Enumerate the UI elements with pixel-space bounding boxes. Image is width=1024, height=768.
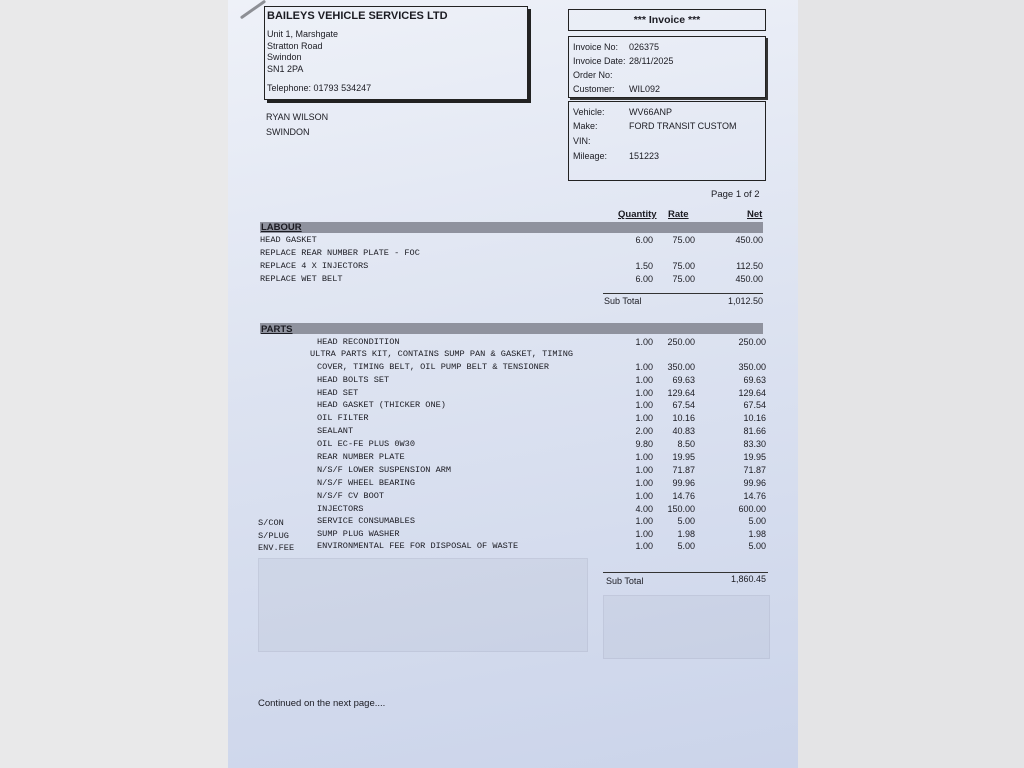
part-net: 67.54 xyxy=(743,400,766,410)
field-label: Order No: xyxy=(573,70,613,80)
company-address xyxy=(267,29,338,75)
part-rate: 19.95 xyxy=(672,452,695,462)
vehicle-field xyxy=(573,151,659,161)
part-quantity: 1.00 xyxy=(635,337,653,347)
part-rate: 69.63 xyxy=(672,375,695,385)
labour-quantity: 6.00 xyxy=(635,274,653,284)
part-quantity: 1.00 xyxy=(635,400,653,410)
customer-town: SWINDON xyxy=(266,127,310,137)
part-description: SEALANT xyxy=(317,426,354,436)
part-net: 69.63 xyxy=(743,375,766,385)
labour-description: REPLACE REAR NUMBER PLATE - FOC xyxy=(260,248,420,258)
field-label: Vehicle: xyxy=(573,107,605,117)
background-right xyxy=(797,0,1024,768)
invoice-field xyxy=(573,42,659,52)
part-description: N/S/F WHEEL BEARING xyxy=(317,478,415,488)
field-label: Customer: xyxy=(573,84,615,94)
field-label: VIN: xyxy=(573,136,591,146)
part-code: S/CON xyxy=(258,518,284,528)
parts-subtotal-rule xyxy=(603,572,768,573)
company-name: BAILEYS VEHICLE SERVICES LTD xyxy=(267,10,448,22)
address-line: SN1 2PA xyxy=(267,63,304,74)
part-description: N/S/F CV BOOT xyxy=(317,491,385,501)
part-net: 83.30 xyxy=(743,439,766,449)
part-rate: 99.96 xyxy=(672,478,695,488)
part-quantity: 4.00 xyxy=(635,504,653,514)
part-rate: 14.76 xyxy=(672,491,695,501)
part-quantity: 1.00 xyxy=(635,516,653,526)
part-net: 129.64 xyxy=(738,388,766,398)
labour-description: REPLACE WET BELT xyxy=(260,274,343,284)
address-line: Stratton Road xyxy=(267,40,323,51)
labour-rate: 75.00 xyxy=(672,274,695,284)
part-net: 1.98 xyxy=(748,529,766,539)
part-net: 99.96 xyxy=(743,478,766,488)
part-rate: 350.00 xyxy=(667,362,695,372)
part-rate: 5.00 xyxy=(677,541,695,551)
customer-name: RYAN WILSON xyxy=(266,112,329,122)
part-net: 14.76 xyxy=(743,491,766,501)
part-quantity: 9.80 xyxy=(635,439,653,449)
field-label: Mileage: xyxy=(573,151,608,161)
field-label: Invoice Date: xyxy=(573,56,626,66)
parts-section-title: PARTS xyxy=(261,324,293,335)
field-label: Make: xyxy=(573,121,598,131)
field-value: 151223 xyxy=(629,151,660,161)
part-rate: 1.98 xyxy=(677,529,695,539)
part-description: N/S/F LOWER SUSPENSION ARM xyxy=(317,465,452,475)
part-quantity: 1.00 xyxy=(635,452,653,462)
vehicle-field xyxy=(573,107,672,117)
part-quantity: 1.00 xyxy=(635,375,653,385)
part-rate: 150.00 xyxy=(667,504,695,514)
part-quantity: 1.00 xyxy=(635,362,653,372)
part-description: COVER, TIMING BELT, OIL PUMP BELT & TENSIONER xyxy=(317,362,550,372)
part-net: 5.00 xyxy=(748,541,766,551)
vehicle-field xyxy=(573,121,737,131)
invoice-paper xyxy=(228,0,798,768)
part-description: SERVICE CONSUMABLES xyxy=(317,516,415,526)
labour-description: REPLACE 4 X INJECTORS xyxy=(260,261,369,271)
part-description: ENVIRONMENTAL FEE FOR DISPOSAL OF WASTE xyxy=(317,541,519,551)
field-value: FORD TRANSIT CUSTOM xyxy=(629,121,737,131)
part-description: OIL EC-FE PLUS 0W30 xyxy=(317,439,415,449)
part-quantity: 1.00 xyxy=(635,465,653,475)
faded-print-area xyxy=(258,558,588,652)
part-rate: 10.16 xyxy=(672,413,695,423)
labour-quantity: 6.00 xyxy=(635,235,653,245)
part-net: 71.87 xyxy=(743,465,766,475)
part-rate: 40.83 xyxy=(672,426,695,436)
labour-subtotal-label: Sub Total xyxy=(604,296,642,306)
labour-subtotal-rule xyxy=(603,293,763,294)
part-quantity: 1.00 xyxy=(635,491,653,501)
part-quantity: 1.00 xyxy=(635,529,653,539)
company-box xyxy=(264,6,528,100)
parts-section-bar xyxy=(260,323,763,334)
part-net: 250.00 xyxy=(738,337,766,347)
part-quantity: 1.00 xyxy=(635,388,653,398)
invoice-info-box xyxy=(568,36,766,98)
pen-mark xyxy=(240,0,266,19)
field-value: WIL092 xyxy=(629,84,661,94)
labour-description: HEAD GASKET xyxy=(260,235,317,245)
part-quantity: 1.00 xyxy=(635,413,653,423)
part-quantity: 2.00 xyxy=(635,426,653,436)
part-net: 19.95 xyxy=(743,452,766,462)
field-value: 026375 xyxy=(629,42,660,52)
part-rate: 129.64 xyxy=(667,388,695,398)
part-description: HEAD GASKET (THICKER ONE) xyxy=(317,400,446,410)
part-net: 10.16 xyxy=(743,413,766,423)
part-rate: 250.00 xyxy=(667,337,695,347)
column-header-quantity: Quantity xyxy=(618,209,657,220)
part-description: HEAD RECONDITION xyxy=(317,337,400,347)
address-line: Swindon xyxy=(267,52,302,62)
field-value: WV66ANP xyxy=(629,107,673,117)
part-rate: 67.54 xyxy=(672,400,695,410)
part-rate: 5.00 xyxy=(677,516,695,526)
part-description: OIL FILTER xyxy=(317,413,369,423)
customer-address xyxy=(266,110,328,140)
company-telephone: Telephone: 01793 534247 xyxy=(267,83,372,93)
part-description: SUMP PLUG WASHER xyxy=(317,529,400,539)
vehicle-field xyxy=(573,136,629,146)
part-description: ULTRA PARTS KIT, CONTAINS SUMP PAN & GASKET, TIMING xyxy=(310,349,574,359)
address-line: Unit 1, Marshgate xyxy=(267,29,339,39)
invoice-field xyxy=(573,84,660,94)
continued-note: Continued on the next page.... xyxy=(258,698,386,709)
part-description: HEAD SET xyxy=(317,388,359,398)
column-header-net: Net xyxy=(747,209,763,220)
part-code: S/PLUG xyxy=(258,531,289,541)
column-header-rate: Rate xyxy=(668,209,689,220)
part-rate: 71.87 xyxy=(672,465,695,475)
labour-subtotal-value: 1,012.50 xyxy=(727,296,763,306)
part-net: 5.00 xyxy=(748,516,766,526)
parts-subtotal-value: 1,860.45 xyxy=(730,574,766,584)
labour-section-title: LABOUR xyxy=(261,222,302,233)
part-code: ENV.FEE xyxy=(258,543,295,553)
invoice-field xyxy=(573,56,673,66)
part-net: 350.00 xyxy=(738,362,766,372)
labour-quantity: 1.50 xyxy=(635,261,653,271)
labour-net: 450.00 xyxy=(735,235,763,245)
part-net: 600.00 xyxy=(738,504,766,514)
part-quantity: 1.00 xyxy=(635,478,653,488)
background-left xyxy=(0,0,228,768)
faded-totals-area xyxy=(603,595,770,659)
page-number: Page 1 of 2 xyxy=(711,189,760,200)
labour-rate: 75.00 xyxy=(672,261,695,271)
parts-subtotal-label: Sub Total xyxy=(606,576,644,586)
labour-net: 112.50 xyxy=(736,261,763,271)
part-description: INJECTORS xyxy=(317,504,364,514)
labour-section-bar xyxy=(260,222,763,233)
part-description: HEAD BOLTS SET xyxy=(317,375,390,385)
part-quantity: 1.00 xyxy=(635,541,653,551)
labour-net: 450.00 xyxy=(735,274,763,284)
labour-rate: 75.00 xyxy=(672,235,695,245)
part-description: REAR NUMBER PLATE xyxy=(317,452,405,462)
invoice-title: *** Invoice *** xyxy=(568,9,766,31)
part-net: 81.66 xyxy=(743,426,766,436)
field-label: Invoice No: xyxy=(573,42,619,52)
part-rate: 8.50 xyxy=(677,439,695,449)
vehicle-info-box xyxy=(568,101,766,181)
invoice-field xyxy=(573,70,629,80)
field-value: 28/11/2025 xyxy=(629,56,674,66)
